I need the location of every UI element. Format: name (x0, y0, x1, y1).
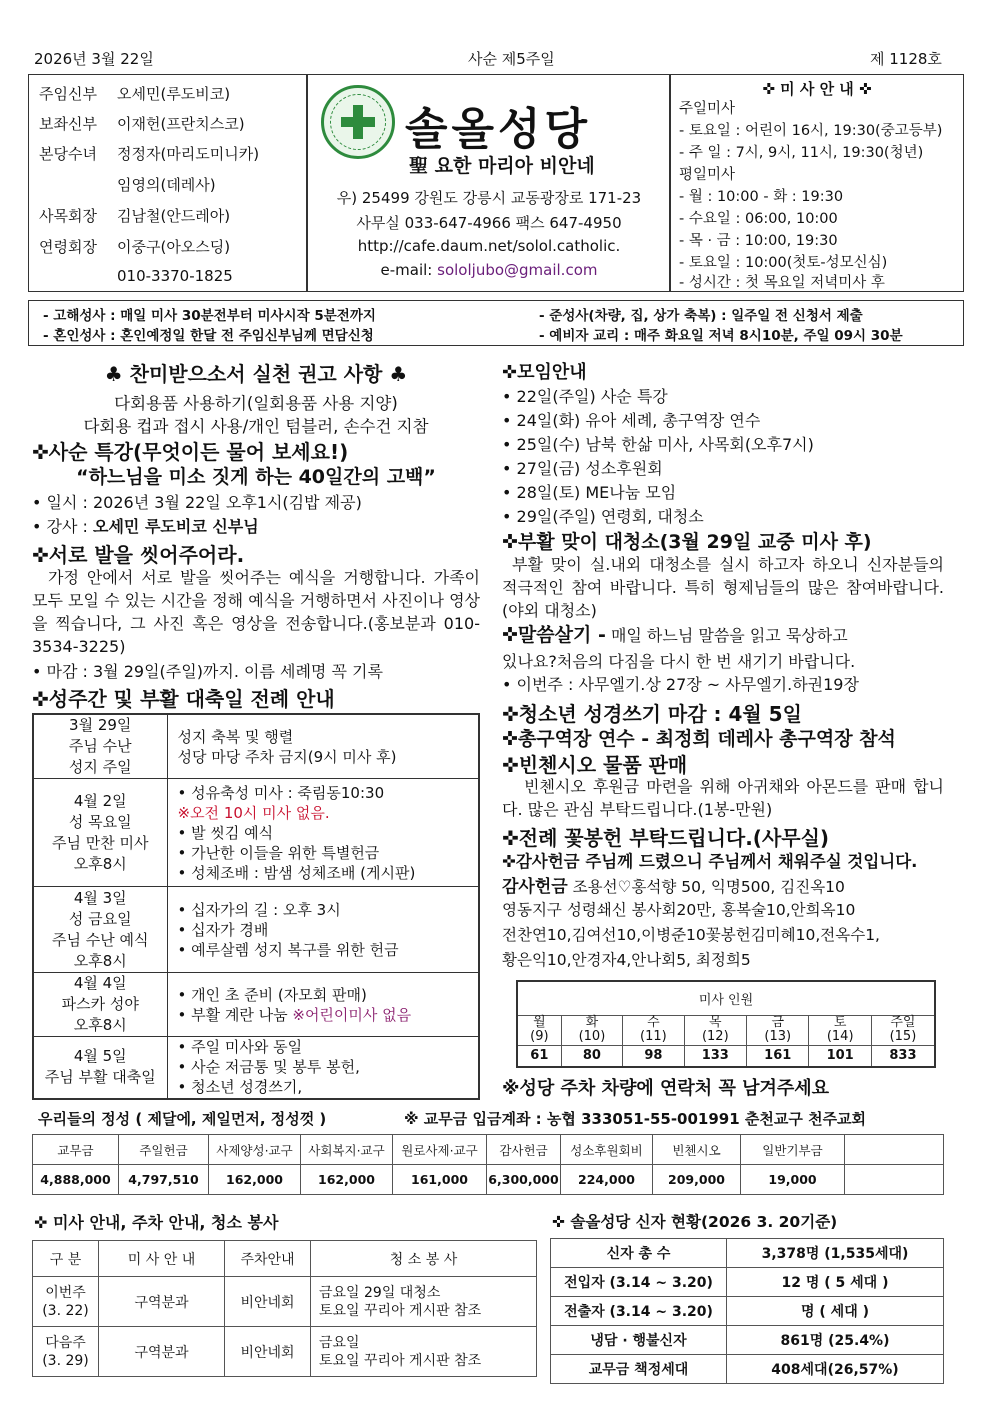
notice-line: - 예비자 교리 : 매주 화요일 저녁 8시10분, 주일 09시 30분 (539, 328, 903, 344)
mass-line: - 주 일 : 7시, 9시, 11시, 19:30(청년) (679, 145, 924, 161)
holy-week-date: 4월 3일 성 금요일 주님 수난 예식 오후8시 (33, 887, 167, 973)
service-title: ✜ 미사 안내, 주차 안내, 청소 봉사 (34, 1213, 279, 1232)
members-table (550, 1238, 944, 1384)
table-row: 전입자 (3.14 ~ 3.20) 12 명 ( 5 세대 ) (551, 1268, 944, 1297)
table-row (33, 1037, 479, 1099)
table-row: 교무금 주일헌금 사제양성·교구 사회복지·교구 원로사제·교구 감사헌금 성소후원회비 빈첸시오 일반기부금 (33, 1135, 944, 1165)
header-box (28, 74, 964, 292)
holy-week-content: • 십자가의 길 : 오후 3시 • 십자가 경배 • 예루살렘 성지 복구를 위한 헌금 (167, 887, 479, 973)
service-table (32, 1240, 537, 1377)
mass-line: - 토요일 : 10:00(첫토-성모신심) (679, 255, 888, 271)
mass-line: - 토요일 : 어린이 16시, 19:30(중고등부) (679, 123, 943, 139)
meeting-item: • 25일(수) 남북 한삶 미사, 사목회(오후7시) (502, 435, 814, 454)
thanks-line: 감사헌금 조용선♡홍석향 50, 익명500, 김진옥10 (502, 877, 845, 897)
table-row: 구 분 미 사 안 내 주차안내 청 소 봉 사 (33, 1241, 537, 1277)
mass-line: - 성시간 : 첫 목요일 저녁미사 후 (679, 275, 885, 291)
holy-week-table (32, 713, 480, 1100)
lent-lecture-title: ✜사순 특강(무엇이든 물어 보세요!) (32, 440, 349, 464)
word-section (502, 624, 944, 647)
meeting-item: • 27일(금) 성소후원회 (502, 459, 663, 478)
table-row: 전출자 (3.14 ~ 3.20) 명 ( 세대 ) (551, 1297, 944, 1326)
foot-washing-deadline: • 마감 : 3월 29일(주일)까지. 이름 세례명 꼭 기록 (32, 662, 383, 681)
issue-number: 제 1128호 (870, 50, 942, 68)
staff-role: 연령회장 (39, 238, 97, 256)
lent-lecture-time: • 일시 : 2026년 3월 22일 오후1시(김밥 제공) (32, 493, 362, 512)
thanks-line: 황은익10,안경자4,안나회5, 최정희5 (502, 951, 751, 969)
church-email-line (309, 261, 669, 279)
speaker-label: • 강사 : (32, 517, 88, 536)
holy-week-date: 4월 2일 성 목요일 주님 만찬 미사 오후8시 (33, 779, 167, 887)
word-title: ✜말씀살기 - (502, 624, 606, 646)
foot-washing-body: 가정 안에서 서로 발을 씻어주는 예식을 거행합니다. 가족이 모두 모일 수 있는 시간을 정해 예식을 거행하면서 사진이나 영상을 찍습니다, 그 사진 혹은 영상을 전송합니다.(홍보분과 010-3534-3225) (32, 568, 480, 656)
holy-week-content: • 개인 초 준비 (자모회 판매) • 부활 계란 나눔 ※어린이미사 없음 (167, 973, 479, 1037)
holy-week-date: 3월 29일 주님 수난 성지 주일 (33, 714, 167, 779)
foot-washing-title: ✜서로 발을 씻어주어라. (32, 543, 245, 567)
word-body: 매일 하느님 말씀을 읽고 묵상하고 (610, 626, 848, 645)
table-row: 61 80 98 133 161 101 833 (517, 1045, 935, 1067)
email-label: e-mail: (380, 261, 433, 279)
thanks-line: 전찬연10,김여선10,이병준10꽃봉헌김미혜10,전옥수1, (502, 926, 880, 944)
church-name: 솔올성당 (405, 104, 592, 155)
notice-line: - 혼인성사 : 혼인예정일 한달 전 주임신부님께 면담신청 (43, 328, 374, 344)
table-row: 이번주 (3. 22) 구역분과 비안네회 금요일 29일 대청소 토요일 꾸리아 게시판 참조 (33, 1277, 537, 1327)
holy-week-content: • 성유축성 미사 : 죽림동10:30 ※오전 10시 미사 없음. • 발 씻김 예식 • 가난한 이들을 위한 특별헌금 • 성체조배 : 밤샘 성체조배 (게시판) (167, 779, 479, 887)
laudato-line: 다회용품 사용하기(일회용품 사용 지양) (114, 394, 398, 413)
thanks-title: ✜감사헌금 주님께 드렸으니 주님께서 채워주실 것입니다. (502, 852, 918, 871)
table-row: 월 (9) 화 (10) 수 (11) 목 (12) 금 (13) 토 (14) 주일 (15) (517, 1015, 935, 1045)
mass-line: 주일미사 (679, 101, 736, 117)
holy-week-title: ✜성주간 및 부활 대축일 전례 안내 (32, 687, 335, 711)
meeting-item: • 28일(토) ME나눔 모임 (502, 483, 677, 502)
word-this-week: • 이번주 : 사무엘기.상 27장 ~ 사무엘기.하권19장 (502, 675, 859, 694)
staff-role: 본당수녀 (39, 145, 97, 163)
table-row: 다음주 (3. 29) 구역분과 비안네회 금요일 토요일 꾸리아 게시판 참조 (33, 1327, 537, 1377)
table-row (33, 887, 479, 973)
staff-role: 보좌신부 (39, 115, 97, 133)
table-row: 교무금 책정세대 408세대(26,57%) (551, 1355, 944, 1384)
lent-lecture-speaker-line (32, 514, 259, 537)
cleaning-body: 부활 맞이 실.내외 대청소를 실시 하고자 하오니 신자분들의 적극적인 참여 바랍니다. 특히 형제님들의 많은 참여바랍니다.(야외 대청소) (502, 555, 944, 620)
speaker-name: 오세민 루도비코 신부님 (93, 517, 259, 536)
mass-line: 평일미사 (679, 167, 736, 183)
offering-account: ※ 교무금 입금계좌 : 농협 333051-55-001991 춘천교구 천주교회 (404, 1110, 867, 1128)
table-row (33, 973, 479, 1037)
vincent-title: ✜빈첸시오 물품 판매 (502, 753, 688, 777)
mass-line: - 수요일 : 06:00, 10:00 (679, 211, 838, 227)
church-patron: 聖 요한 마리아 비안네 (409, 155, 595, 177)
staff-name: 정정자(마리도미니카) (117, 145, 260, 163)
table-row: 냉담 · 행불신자 861명 (25.4%) (551, 1326, 944, 1355)
liturgical-week: 사순 제5주일 (468, 50, 555, 68)
notice-line: - 준성사(차량, 집, 상가 축복) : 일주일 전 신청서 제출 (539, 308, 863, 324)
attendance-title: 미사 인원 (517, 981, 935, 1015)
flower-offering: ✜전례 꽃봉헌 부탁드립니다.(사무실) (502, 826, 830, 850)
meeting-item: • 29일(주일) 연령회, 대청소 (502, 507, 704, 526)
bulletin-date: 2026년 3월 22일 (34, 50, 154, 68)
top-bar (28, 44, 964, 74)
church-logo-icon (321, 85, 395, 159)
cleaning-title: ✜부활 맞이 대청소(3월 29일 교중 미사 후) (502, 531, 872, 553)
staff-role: 사목회장 (39, 207, 97, 225)
staff-phone: 010-3370-1825 (117, 267, 233, 285)
table-row: 신자 총 수 3,378명 (1,535세대) (551, 1239, 944, 1268)
staff-name: 이중구(아오스딩) (117, 238, 231, 256)
sacrament-notice (28, 300, 964, 346)
holy-week-content: • 주일 미사와 동일 • 사순 저금통 및 봉투 봉헌, • 청소년 성경쓰기, (167, 1037, 479, 1099)
church-address: 우) 25499 강원도 강릉시 교동광장로 171-23 (336, 189, 642, 207)
staff-role: 주임신부 (39, 85, 97, 103)
meetings-title: ✜모임안내 (502, 362, 587, 383)
word-body-rest: 있나요?처음의 다짐을 다시 한 번 새기기 바랍니다. (502, 652, 856, 671)
staff-name: 이재헌(프란치스코) (117, 115, 245, 133)
laudato-line: 다회용 컵과 접시 사용/개인 텀블러, 손수건 지참 (83, 417, 429, 436)
offerings-title: 우리들의 정성 ( 제달에, 제일먼저, 정성껏 ) (38, 1110, 327, 1128)
mass-line: - 목 · 금 : 10:00, 19:30 (679, 233, 838, 249)
holy-week-content: 성지 축복 및 행렬 성당 마당 주차 금지(9시 미사 후) (167, 714, 479, 779)
mass-info-title-text: 미 사 안 내 (780, 80, 854, 98)
table-row (33, 714, 479, 779)
thanks-line: 영동지구 성령쇄신 봉사회20만, 홍복술10,안희옥10 (502, 901, 856, 919)
lent-lecture-subtitle: “하느님을 미소 짓게 하는 40일간의 고백” (76, 466, 436, 488)
holy-week-date: 4월 4일 파스카 성야 오후8시 (33, 973, 167, 1037)
table-row (33, 779, 479, 887)
laudato-title: ♣ 찬미받으소서 실천 권고 사항 ♣ (104, 362, 408, 386)
staff-name: 김남철(안드레아) (117, 207, 231, 225)
mass-info-title: ✜ 미 사 안 내 ✜ (762, 80, 872, 98)
staff-name: 오세민(루도비코) (117, 85, 231, 103)
district-training: ✜총구역장 연수 - 최정희 데레사 총구역장 참석 (502, 728, 896, 750)
church-website[interactable]: http://cafe.daum.net/solol.catholic. (357, 237, 621, 255)
vincent-body: 빈첸시오 후원금 마련을 위해 아귀채와 아몬드를 판매 합니다. 많은 관심 부탁드립니다.(1봉-만원) (502, 777, 944, 819)
members-title: ✜ 솔올성당 신자 현황(2026 3. 20기준) (552, 1213, 838, 1231)
parking-note: ※성당 주차 차량에 연락처 꼭 남겨주세요 (502, 1078, 830, 1099)
staff-name: 임영의(데레사) (117, 176, 216, 194)
meeting-item: • 22일(주일) 사순 특강 (502, 387, 668, 406)
attendance-table (516, 980, 936, 1068)
notice-line: - 고해성사 : 매일 미사 30분전부터 미사시작 5분전까지 (43, 308, 376, 324)
offerings-table (32, 1134, 944, 1195)
church-email[interactable]: sololjubo@gmail.com (437, 261, 598, 279)
table-row: 4,888,000 4,797,510 162,000 162,000 161,000 6,300,000 224,000 209,000 19,000 (33, 1165, 944, 1195)
church-phone: 사무실 033-647-4966 팩스 647-4950 (356, 214, 622, 232)
mass-line: - 월 : 10:00 - 화 : 19:30 (679, 189, 844, 205)
meeting-item: • 24일(화) 유아 세례, 총구역장 연수 (502, 411, 761, 430)
youth-bible-deadline: ✜청소년 성경쓰기 마감 : 4월 5일 (502, 702, 802, 726)
holy-week-date: 4월 5일 주님 부활 대축일 (33, 1037, 167, 1099)
